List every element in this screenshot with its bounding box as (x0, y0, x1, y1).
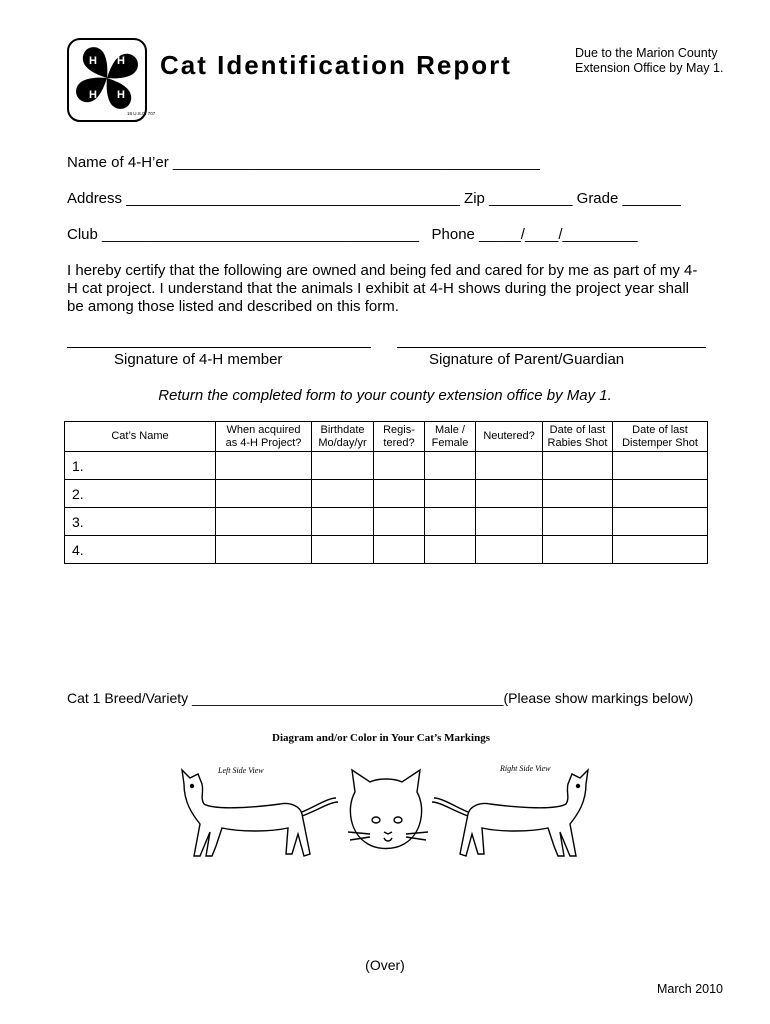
logo-letter-h: H (117, 89, 125, 101)
name-field[interactable]: Name of 4-H’er ____________________________________________ (67, 154, 540, 171)
table-cell[interactable] (425, 508, 476, 536)
table-cell[interactable] (476, 452, 543, 480)
col-header-registered: Regis- tered? (374, 422, 425, 452)
table-cell[interactable] (312, 508, 374, 536)
col-header-rabies: Date of last Rabies Shot (543, 422, 613, 452)
table-row (65, 452, 708, 480)
parent-signature-line[interactable] (397, 347, 706, 348)
table-row (65, 480, 708, 508)
left-view-label: Left Side View (218, 766, 264, 775)
address-field[interactable]: Address ________________________________________ Zip __________ Grade _______ (67, 190, 681, 207)
return-note: Return the completed form to your county extension office by May 1. (158, 387, 612, 404)
col-header-neutered: Neutered? (476, 422, 543, 452)
revision-date: March 2010 (657, 982, 724, 996)
table-cell[interactable] (476, 480, 543, 508)
due-note (575, 46, 723, 76)
table-cell[interactable] (543, 536, 613, 564)
table-cell[interactable] (613, 536, 708, 564)
left-side-cat-drawing (182, 770, 338, 856)
right-view-label: Right Side View (500, 764, 551, 773)
member-signature-label: Signature of 4-H member (114, 351, 283, 368)
table-cell[interactable] (613, 508, 708, 536)
over-note: (Over) (365, 957, 405, 973)
logo-mark: 18 U.S.C. 707 (127, 111, 156, 116)
table-cell[interactable] (374, 508, 425, 536)
table-cell[interactable] (216, 508, 312, 536)
due-note-line: Extension Office by May 1. (575, 61, 724, 75)
row-number: 4. (65, 536, 216, 564)
col-header-birthdate: Birthdate Mo/day/yr (312, 422, 374, 452)
cat-table (64, 421, 708, 564)
due-note-line: Due to the Marion County (575, 46, 718, 60)
table-cell[interactable] (543, 452, 613, 480)
table-cell[interactable] (216, 452, 312, 480)
table-cell[interactable] (312, 480, 374, 508)
table-cell[interactable] (425, 452, 476, 480)
cat-markings-diagram (170, 762, 600, 872)
table-cell[interactable] (374, 536, 425, 564)
table-cell[interactable] (374, 480, 425, 508)
diagram-title: Diagram and/or Color in Your Cat’s Markings (272, 732, 490, 744)
table-cell[interactable] (543, 480, 613, 508)
parent-signature-label: Signature of Parent/Guardian (429, 351, 625, 368)
logo-letter-h: H (89, 89, 97, 101)
club-phone-field[interactable]: Club ______________________________________ Phone _____/____/_________ (67, 226, 638, 243)
table-row (65, 536, 708, 564)
table-row (65, 508, 708, 536)
table-cell[interactable] (543, 508, 613, 536)
table-cell[interactable] (425, 480, 476, 508)
col-header-distemper: Date of last Distemper Shot (613, 422, 708, 452)
cat-face-drawing (348, 770, 428, 849)
table-cell[interactable] (613, 480, 708, 508)
member-signature-line[interactable] (67, 347, 371, 348)
table-cell[interactable] (476, 508, 543, 536)
row-number: 3. (65, 508, 216, 536)
right-side-cat-drawing (432, 770, 588, 856)
table-cell[interactable] (374, 452, 425, 480)
logo-letter-h: H (117, 55, 125, 67)
table-cell[interactable] (613, 452, 708, 480)
page-title: Cat Identification Report (160, 50, 512, 80)
table-cell[interactable] (476, 536, 543, 564)
table-cell[interactable] (425, 536, 476, 564)
col-header-sex: Male / Female (425, 422, 476, 452)
table-cell[interactable] (312, 536, 374, 564)
table-cell[interactable] (216, 480, 312, 508)
table-cell[interactable] (216, 536, 312, 564)
col-header-when-acquired: When acquired as 4-H Project? (216, 422, 312, 452)
col-header-cats-name: Cat’s Name (65, 422, 216, 452)
certification-statement: I hereby certify that the following are owned and being fed and cared for by me as part of my 4-H cat project. I understand that the animals I exhibit at 4-H shows during the project year shall be among those listed and described on this form. (67, 262, 698, 315)
logo-letter-h: H (89, 55, 97, 67)
4h-clover-logo (67, 38, 156, 122)
row-number: 1. (65, 452, 216, 480)
breed-field[interactable]: Cat 1 Breed/Variety ________________________________________(Please show markings below) (67, 690, 694, 706)
row-number: 2. (65, 480, 216, 508)
table-cell[interactable] (312, 452, 374, 480)
